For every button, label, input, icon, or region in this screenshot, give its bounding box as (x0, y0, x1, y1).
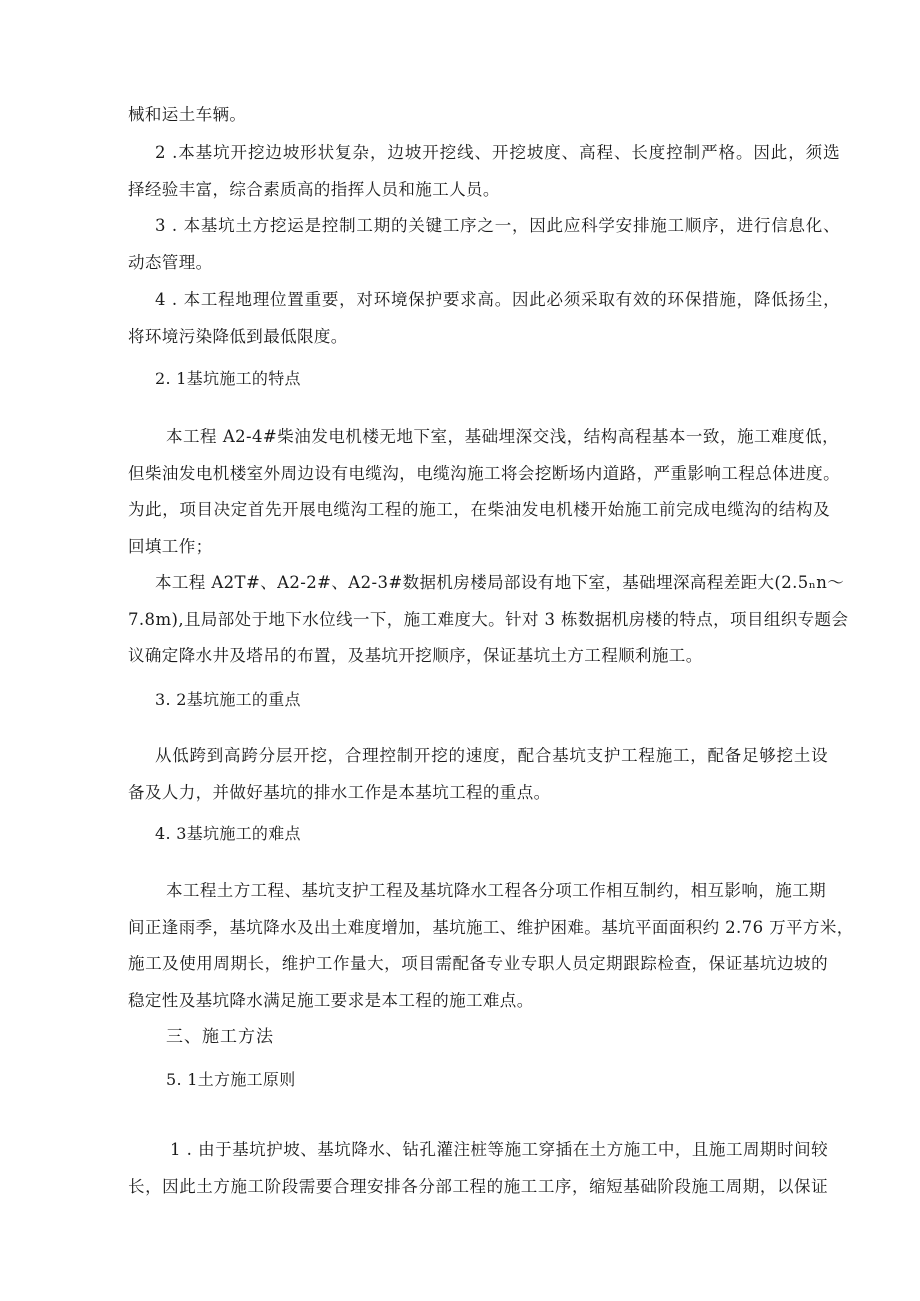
paragraph-a2-4-line-2: 但柴油发电机楼室外周边设有电缆沟，电缆沟施工将会挖断场内道路，严重影响工程总体进度。 (128, 464, 840, 483)
paragraph-a2-4-line-4: 回填工作； (128, 537, 213, 556)
paragraph-difficulties-line-1: 本工程土方工程、基坑支护工程及基坑降水工程各分项工作相互制约，相互影响，施工期 (166, 881, 826, 900)
paragraph-a2-4-line-1: 本工程 A2-4#柴油发电机楼无地下室，基础埋深交浅，结构高程基本一致，施工难度低， (166, 427, 839, 446)
list-item-2-line-1: 2 .本基坑开挖边坡形状复杂，边坡开挖线、开挖坡度、高程、长度控制严格。因此，须选 (155, 143, 840, 162)
paragraph-a2t-line-2: 7.8m),且局部处于地下水位线一下，施工难度大。针对 3 栋数据机房楼的特点，项目组织专题会 (128, 610, 849, 629)
list-item-4-line-2: 将环境污染降低到最低限度。 (128, 327, 348, 346)
heading-3-2: 3. 2基坑施工的重点 (155, 690, 301, 709)
section-title-construction-methods: 三、施工方法 (166, 1027, 274, 1047)
paragraph-a2t-line-3: 议确定降水井及塔吊的布置，及基坑开挖顺序，保证基坑土方工程顺利施工。 (128, 646, 703, 665)
heading-2-1: 2. 1基坑施工的特点 (155, 369, 301, 388)
paragraph-difficulties-line-3: 施工及使用周期长，维护工作量大，项目需配备专业专职人员定期跟踪检查，保证基坑边坡的 (128, 954, 828, 973)
list-item-2-line-2: 择经验丰富，综合素质高的指挥人员和施工人员。 (128, 180, 500, 199)
heading-5-1: 5. 1土方施工原则 (166, 1070, 296, 1089)
heading-4-3: 4. 3基坑施工的难点 (155, 824, 301, 843)
text-line-continuation: 械和运土车辆。 (128, 105, 247, 124)
paragraph-difficulties-line-2: 间正逢雨季，基坑降水及出土难度增加，基坑施工、维护困难。基坑平面面积约 2.76 万平方米， (128, 918, 854, 937)
list-item-3-line-1: 3 . 本基坑土方挖运是控制工期的关键工序之一，因此应科学安排施工顺序，进行信息化、 (155, 216, 840, 235)
paragraph-key-points-line-1: 从低跨到高跨分层开挖，合理控制开挖的速度，配合基坑支护工程施工，配备足够挖土设 (155, 746, 828, 765)
paragraph-a2-4-line-3: 为此，项目决定首先开展电缆沟工程的施工，在柴油发电机楼开始施工前完成电缆沟的结构及 (128, 500, 830, 519)
paragraph-a2t-line-1: 本工程 A2T#、A2-2#、A2-3#数据机房楼局部设有地下室，基础埋深高程差距大(2.5ₙn～ (155, 573, 845, 592)
paragraph-principles-line-2: 长，因此土方施工阶段需要合理安排各分部工程的施工工序，缩短基础阶段施工周期，以保证 (128, 1177, 828, 1196)
paragraph-key-points-line-2: 备及人力，并做好基坑的排水工作是本基坑工程的重点。 (128, 783, 551, 802)
paragraph-difficulties-line-4: 稳定性及基坑降水满足施工要求是本工程的施工难点。 (128, 991, 534, 1010)
paragraph-principles-line-1: 1 . 由于基坑护坡、基坑降水、钻孔灌注桩等施工穿插在土方施工中，且施工周期时间较 (170, 1140, 828, 1159)
list-item-3-line-2: 动态管理。 (128, 253, 213, 272)
list-item-4-line-1: 4 . 本工程地理位置重要，对环境保护要求高。因此必须采取有效的环保措施，降低扬尘， (155, 290, 840, 309)
